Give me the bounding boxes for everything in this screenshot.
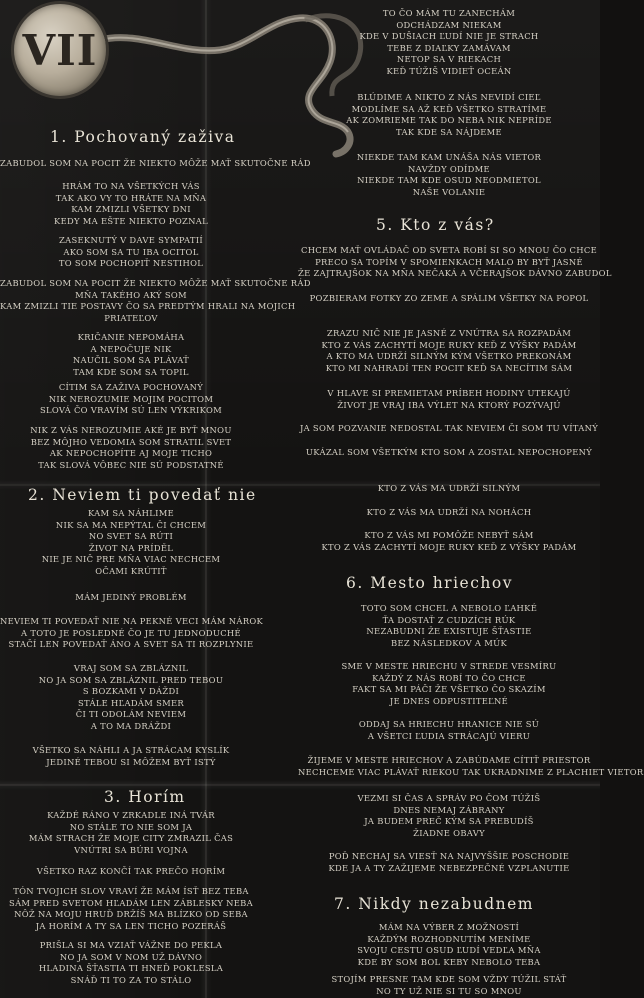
lyric-line: KAŽDÝ Z NÁS ROBÍ TO ČO CHCE — [372, 672, 526, 683]
stanza — [0, 616, 262, 651]
lyric-line: SME V MESTE HRIECHU V STREDE VESMÍRU — [341, 661, 557, 671]
stanza — [0, 382, 262, 417]
lyric-line: ODDAJ SA HRIECHU HRANICE NIE SÚ — [358, 719, 540, 729]
lyric-line: UKÁZAL SOM VŠETKÝM KTO SOM A ZOSTAL NEPOCHOPENÝ — [305, 447, 593, 457]
lyric-line: FAKT SA MI PÁČI ŽE VŠETKO ČO SKAZÍM — [352, 684, 546, 695]
lyric-line: ZASEKNUTÝ V DAVE SYMPATIÍ — [58, 235, 204, 245]
stanza — [298, 388, 600, 411]
lyric-line: KTO MI NAHRADÍ TEN POCIT KEĎ SA NECÍTIM SÁM — [325, 362, 573, 373]
lyric-line: JA SOM POZVANIE NEDOSTAL TAK NEVIEM ČI SOM TU VÍTANÝ — [299, 423, 599, 433]
lyric-line: ČI TI ODOLÁM NEVIEM — [75, 709, 187, 720]
lyric-line: CHCEM MAŤ OVLÁDAČ OD SVETA ROBÍ SI SO MNOU ČO CHCE — [300, 245, 597, 255]
stanza — [298, 423, 600, 435]
stanza — [298, 974, 600, 997]
stanza — [298, 293, 600, 305]
numeral-text: VII — [22, 25, 98, 75]
stanza — [298, 245, 612, 280]
lyric-line: KTO Z VÁS MI POMÔŽE NEBYŤ SÁM — [364, 530, 534, 540]
lyric-line: KAŽDÝM ROZHODNUTÍM MENÍME — [367, 933, 531, 944]
lyric-line: STAČÍ LEN POVEDAŤ ÁNO A SVET SA TI ROZPLYNIE — [8, 639, 254, 650]
stanza — [0, 592, 262, 604]
stanza — [298, 530, 600, 553]
stanza — [298, 755, 644, 778]
lyric-line: VEZMI SI ČAS A SPRÁV PO ČOM TÚŽIŠ — [357, 793, 541, 803]
stanza — [298, 328, 600, 374]
stanza — [0, 940, 262, 986]
lyric-line: KEDY MA EŠTE NIEKTO POZNAL — [54, 215, 208, 226]
lyric-line: ŽE ZAJTRAJŠOK NA MŇA NEČAKÁ A VČERAJŠOK DÁVNO ZABUDOL — [298, 268, 612, 279]
stanza — [298, 8, 600, 78]
lyric-line: VRAJ SOM SA ZBLÁZNIL — [73, 663, 189, 673]
lyric-line: KDE BY SOM BOL KEBY NEBOLO TEBA — [357, 956, 541, 967]
lyric-line: NAŠE VOLANIE — [412, 186, 486, 197]
lyric-line: KTO Z VÁS MA UDRŽÍ SILNÝM — [377, 483, 521, 493]
stanza — [298, 922, 600, 968]
lyric-line: AKO SOM SA TU IBA OCITOL — [63, 246, 199, 257]
stanza — [0, 332, 262, 378]
stanza — [298, 661, 600, 707]
stanza — [298, 447, 600, 459]
lyric-line: KEĎ TÚŽIŠ VIDIEŤ OCEÁN — [386, 65, 512, 76]
lyric-line: POĎ NECHAJ SA VIESŤ NA NAJVYŠŠIE POSCHODIE — [328, 851, 570, 861]
lyric-line: TÓN TVOJICH SLOV VRAVÍ ŽE MÁM ÍSŤ BEZ TEBA — [13, 886, 249, 896]
lyric-line: MÁM NA VÝBER Z MOŽNOSTÍ — [378, 922, 520, 932]
stanza — [0, 235, 262, 270]
lyric-line: JA HORÍM A TY SA LEN TICHO POZERÁŠ — [35, 920, 227, 931]
lyric-line: MODLÍME SA AŽ KEĎ VŠETKO STRATÍME — [351, 103, 547, 114]
lyric-line: NAVŽDY ODÍDME — [408, 163, 490, 174]
stanza — [0, 181, 262, 227]
lyric-line: POZBIERAM FOTKY ZO ZEME A SPÁLIM VŠETKY NA POPOL — [309, 293, 589, 303]
lyric-line: VŠETKO SA NÁHLI A JA STRÁCAM KYSLÍK — [32, 745, 230, 755]
lyric-line: NO JA SOM SA ZBLÁZNIL PRED TEBOU — [38, 674, 224, 685]
lyric-line: NAUČIL SOM SA PLÁVAŤ — [72, 355, 190, 366]
lyric-line: TAK KDE SA NÁJDEME — [396, 126, 502, 137]
lyric-line: SVOJU CESTU OSUD ĽUDÍ VEDĽA MŇA — [357, 945, 541, 956]
stanza — [0, 663, 262, 733]
lyric-line: BLÚDIME A NIKTO Z NÁS NEVIDÍ CIEĽ — [357, 92, 541, 102]
song-title: 6. Mesto hriechov — [346, 574, 513, 592]
lyric-line: KTO Z VÁS ZACHYTÍ MOJE RUKY KEĎ Z VÝŠKY PADÁM — [321, 339, 577, 350]
lyric-line: TEBE Z DIAĽKY ZAMÁVAM — [387, 42, 511, 53]
stanza — [0, 158, 311, 170]
lyric-line: NIEKDE TAM KDE OSUD NEODMIETOL — [357, 175, 541, 186]
lyric-line: AK ZOMRIEME TAK DO NEBA NIK NEPRÍDE — [346, 115, 552, 126]
lyric-line: TAK SLOVÁ VÔBEC NIE SÚ PODSTATNÉ — [38, 459, 224, 470]
stanza — [298, 719, 600, 742]
lyric-line: ODCHÁDZAM NIEKAM — [396, 19, 502, 30]
lyric-line: V HLAVE SI PREMIETAM PRÍBEH HODINY UTEKAJÚ — [327, 388, 571, 398]
lyric-line: NIK Z VÁS NEROZUMIE AKÉ JE BYŤ MNOU — [30, 425, 232, 435]
lyric-line: ŽIVOT NA PRÍDĚL — [88, 542, 174, 553]
lyric-line: TO ČO MÁM TU ZANECHÁM — [382, 8, 516, 18]
lyric-line: S BOZKAMI V DÁŽDI — [82, 686, 180, 697]
lyric-line: HLADINA ŠŤASTIA TI HNEĎ POKLESLA — [38, 963, 224, 974]
song-title: 2. Neviem ti povedať nie — [28, 486, 257, 504]
lyric-line: OČAMI KRÚTIŤ — [95, 565, 167, 576]
lyric-line: VNÚTRI SA BÚRI VOJNA — [74, 844, 188, 855]
lyric-line: NIK NEROZUMIE MOJIM POCITOM — [48, 393, 214, 404]
lyric-line: KDE JA A TY ZAŽIJEME NEBEZPEČNÉ VZPLANUTIE — [328, 862, 570, 873]
lyric-line: VŠETKO RAZ KONČÍ TAK PREČO HORÍM — [36, 866, 226, 876]
lyric-line: ZABUDOL SOM NA POCIT ŽE NIEKTO MÔŽE MAŤ SKUTOČNE RÁD — [0, 158, 311, 168]
lyric-line: ZRAZU NIČ NIE JE JASNÉ Z VNÚTRA SA ROZPADÁM — [326, 328, 572, 338]
stanza — [298, 603, 600, 649]
stanza — [298, 851, 600, 874]
lyric-line: NIK SA MA NEPÝTAL ČI CHCEM — [55, 519, 207, 530]
lyric-line: NO STÁLE TO NIE SOM JA — [69, 821, 193, 832]
lyric-line: NIE JE NIČ PRE MŇA VIAC NECHCEM — [41, 554, 221, 565]
lyric-line: JE DNES ODPUSTITEĽNÉ — [389, 695, 509, 706]
stanza — [298, 793, 600, 839]
lyric-line: MÁM JEDINÝ PROBLÉM — [75, 592, 187, 602]
lyric-line: TO SOM POCHOPIŤ NESTIHOL — [58, 258, 204, 269]
lyric-line: MÁM STRACH ŽE MOJE CITY ZMRAZIL ČAS — [28, 833, 234, 844]
lyric-line: DNES NEMAJ ZÁBRANY — [393, 804, 505, 815]
lyric-line: SNÁĎ TI TO ZA TO STÁLO — [70, 974, 192, 985]
lyric-line: TOTO SOM CHCEL A NEBOLO ĽAHKÉ — [360, 603, 538, 613]
stanza — [0, 810, 262, 856]
stanza — [0, 425, 262, 471]
lyric-line: A TOTO JE POSLEDNÉ ČO JE TU JEDNODUCHÉ — [21, 627, 241, 638]
stanza — [298, 483, 600, 495]
stanza — [0, 508, 262, 578]
lyric-line: JA BUDEM PREČ KÝM SA PREBUDÍŠ — [364, 816, 534, 827]
lyric-line: A NEPOČUJE NIK — [90, 343, 172, 354]
lyric-line: STOJÍM PRESNE TAM KDE SOM VŽDY TÚŽIL STÁŤ — [331, 974, 567, 984]
lyric-line: NETOP SA V RIEKACH — [396, 54, 502, 65]
stanza — [0, 745, 262, 768]
lyric-line: PRIATEĽOV — [104, 312, 158, 323]
lyric-line: ŽIVOT JE VRAJ IBA VÝLET NA KTORÝ POZÝVAJÚ — [337, 399, 561, 410]
lyric-line: TAK AKO VY TO HRÁTE NA MŇA — [55, 192, 207, 203]
lyric-line: BEZ NÁSLEDKOV A MÚK — [390, 637, 507, 648]
lyric-line: HRÁM TO NA VŠETKÝCH VÁS — [62, 181, 200, 191]
lyric-line: KAM ZMIZLI TIE POSTAVY ČO SA PREDTÝM HRALI NA MOJICH — [0, 301, 296, 312]
lyric-line: SLOVÁ ČO VRAVÍM SÚ LEN VÝKRIKOM — [39, 405, 223, 416]
lyric-line: AK NEPOCHOPÍTE AJ MOJE TICHO — [49, 448, 213, 459]
lyric-line: KTO Z VÁS MA UDRŽÍ NA NOHÁCH — [366, 507, 532, 517]
stanza — [298, 507, 600, 519]
lyric-line: PRIŠLA SI MA VZIAŤ VÁŽNE DO PEKLA — [39, 940, 223, 950]
lyric-line: NEVIEM TI POVEDAŤ NIE NA PEKNÉ VECI MÁM NÁROK — [0, 616, 264, 626]
stanza — [0, 886, 262, 932]
song-title: 7. Nikdy nezabudnem — [334, 895, 534, 913]
lyric-line: ZABUDOL SOM NA POCIT ŽE NIEKTO MÔŽE MAŤ SKUTOČNE RÁD — [0, 278, 311, 288]
lyric-line: NÔŽ NA MOJU HRUĎ DRŽÍŠ MA BLÍZKO OD SEBA — [14, 909, 248, 920]
lyric-line: TAM KDE SOM SA TOPIL — [73, 366, 189, 377]
lyric-line: KDE V DUŠIACH ĽUDÍ NIE JE STRACH — [359, 31, 539, 42]
lyric-line: SÁM PRED SVETOM HĽADÁM LEN ZÁBLESKY NEBA — [9, 897, 253, 908]
lyric-line: NO SVET SA RÚTI — [88, 531, 174, 542]
left-column — [0, 0, 311, 998]
lyric-line: ŤA DOSTAŤ Z CUDZÍCH RÚK — [382, 614, 516, 625]
lyric-line: A VŠETCI ĽUDIA STRÁCAJÚ VIERU — [367, 730, 531, 741]
lyric-line: NO JA SOM V NOM UŽ DÁVNO — [59, 951, 203, 962]
lyric-line: CÍTIM SA ZAŽIVA POCHOVANÝ — [58, 382, 204, 392]
lyric-line: A KTO MA UDRŽÍ SILNÝM KÝM VŠETKO PREKONÁM — [326, 351, 572, 362]
stanza — [298, 152, 600, 198]
lyric-line: BEZ MÔJHO VEDOMIA SOM STRATIL SVET — [30, 436, 232, 447]
lyric-line: MŇA TAKÉHO AKÝ SOM — [75, 289, 187, 300]
lyric-line: NEZABUDNI ŽE EXISTUJE ŠŤASTIE — [366, 626, 532, 637]
lyric-line: KAŽDÉ RÁNO V ZRKADLE INÁ TVÁR — [47, 810, 215, 820]
song-title: 3. Horím — [104, 788, 186, 806]
stanza — [298, 92, 600, 138]
lyric-line: KAM SA NÁHLIME — [87, 508, 175, 518]
lyric-line: PRECO SA TOPÍM V SPOMIENKACH MALO BY BYŤ JASNÉ — [315, 256, 583, 267]
song-title: 1. Pochovaný zaživa — [50, 128, 236, 146]
lyric-line: STÁLE HĽADÁM SMER — [78, 697, 184, 708]
lyric-line: ŽIADNE OBAVY — [413, 827, 485, 838]
right-column — [298, 0, 644, 998]
lyric-line: A TO MA DRÁŽDI — [90, 720, 172, 731]
lyric-line: JEDINÉ TEBOU SI MÔŽEM BYŤ ISTÝ — [46, 756, 216, 767]
lyric-line: KRIČANIE NEPOMÁHA — [77, 332, 185, 342]
lyric-line: NO TY UŽ NIE SI TU SO MNOU — [376, 985, 522, 996]
lyric-line: KAM ZMIZLI VŠETKY DNI — [71, 204, 191, 215]
lyric-line: KTO Z VÁS ZACHYTÍ MOJE RUKY KEĎ Z VÝŠKY PADÁM — [321, 541, 577, 552]
lyric-line: NIEKDE TAM KAM UNÁŠA NÁS VIETOR — [356, 152, 542, 162]
stanza — [0, 278, 311, 324]
song-title: 5. Kto z vás? — [376, 216, 495, 234]
stanza — [0, 866, 262, 878]
lyric-line: ŽIJEME V MESTE HRIECHOV A ZABÚDAME CÍTIŤ PRIESTOR — [307, 755, 591, 765]
lyric-line: NECHCEME VIAC PLÁVAŤ RIEKOU TAK UKRADNIME Z PLACHIET VIETOR — [298, 766, 644, 777]
